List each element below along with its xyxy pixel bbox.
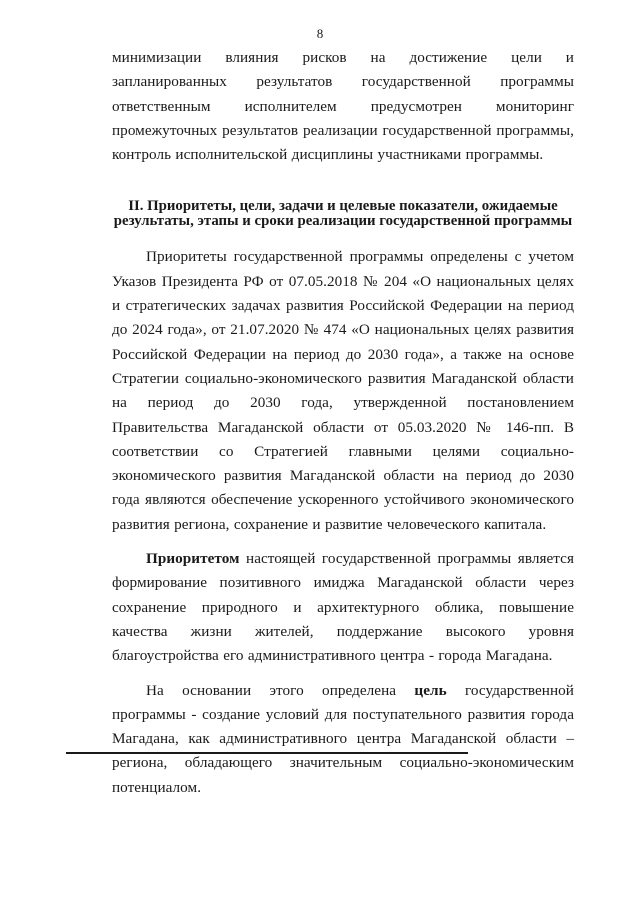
section-heading-line-1: II. Приоритеты, цели, задачи и целевые показатели, ожидаемые [128, 198, 558, 215]
section-heading [112, 199, 574, 229]
goal-lead: На основании этого определена [146, 681, 415, 699]
section-heading-line-2: результаты, этапы и сроки реализации государственной программы [113, 213, 573, 230]
page-divider-line [66, 752, 468, 754]
goal-text: государственной программы - создание условий для поступательного развития города Магадана, как административного центра Магаданской области – региона, обладающего значительным социально-экономическим потенциалом. [112, 681, 574, 796]
priority-term: Приоритетом [146, 550, 240, 568]
goal-paragraph [112, 679, 574, 800]
priority-text: настоящей государственной программы является формирование позитивного имиджа Магаданской области через сохранение природного и архитектурного облика, повышение качества жизни жителей, поддержание высокого уровня благоустройства его административного центра - города Магадана. [112, 550, 574, 665]
priority-paragraph [112, 547, 574, 668]
priorities-paragraph: Приоритеты государственной программы определены с учетом Указов Президента РФ от 07.05.2018 № 204 «О национальных целях и стратегических задачах развития Российской Федерации на период до 2024 года», от 21.07.2020 № 474 «О национальных целях развития Российской Федерации на период до 2030 года», а также на основе Стратегии социально-экономического развития Магаданской области на период до 2030 года, утвержденной постановлением Правительства Магаданской области от 05.03.2020 № 146-пп. В соответствии со Стратегией главными целями социально-экономического развития Магаданской области на период до 2030 года являются обеспечение ускоренного устойчивого экономического развития региона, сохранение и развитие человеческого капитала. [112, 248, 574, 533]
goal-term: цель [414, 681, 447, 699]
intro-paragraph: минимизации влияния рисков на достижение цели и запланированных результатов государственной программы ответственным исполнителем предусмотрен мониторинг промежуточных результатов реализации государственной программы, контроль исполнительской дисциплины участниками программы. [112, 49, 574, 164]
document-body [112, 46, 574, 800]
page-number: 8 [316, 26, 324, 41]
